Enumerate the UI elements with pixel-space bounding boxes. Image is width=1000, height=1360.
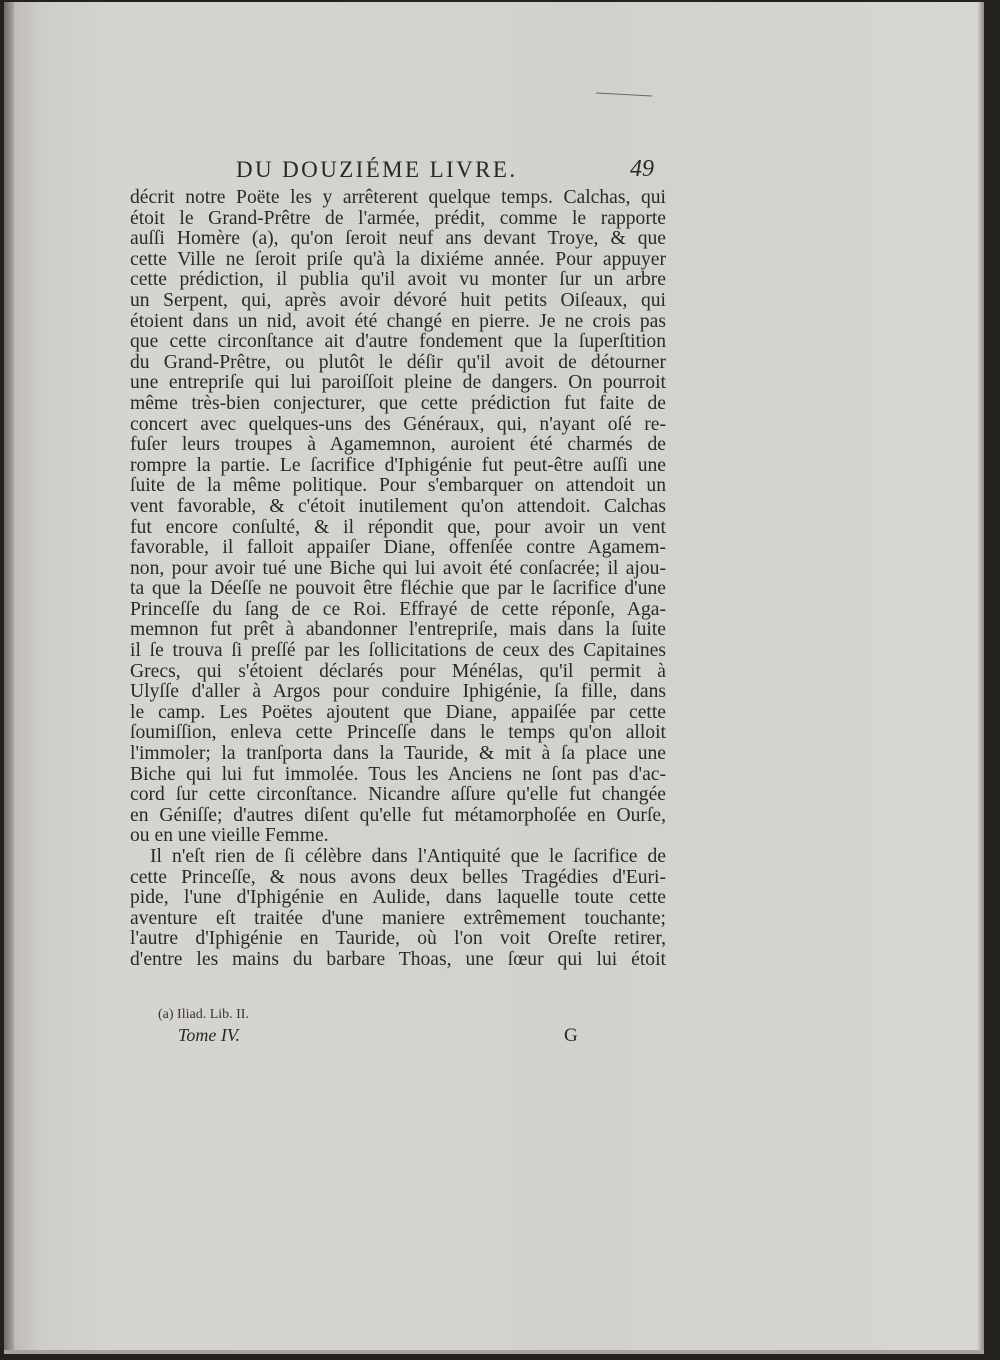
page-number: 49 <box>630 156 654 182</box>
page-header <box>228 157 668 191</box>
text-line: étoient dans un nid, avoit été changé en pierre. Je ne crois pas <box>130 311 666 332</box>
pen-mark <box>596 93 652 105</box>
text-line: cette prédiction, il publia qu'il avoit vu monter ſur un arbre <box>130 270 666 291</box>
text-line: fuſer leurs troupes à Agamemnon, auroient été charmés de <box>130 435 666 456</box>
text-line: pide, l'une d'Iphigénie en Aulide, dans laquelle toute cette <box>130 888 666 909</box>
text-line: ſoumiſſion, enleva cette Princeſſe dans le temps qu'on alloit <box>130 723 666 744</box>
text-line: il ſe trouva ſi preſſé par les ſollicitations de ceux des Capitaines <box>130 641 666 662</box>
signature-mark: G <box>564 1025 578 1046</box>
text-line: Princeſſe du ſang de ce Roi. Effrayé de cette réponſe, Aga- <box>130 599 666 620</box>
text-line: non, pour avoir tué une Biche qui lui avoit été conſacrée; il ajou- <box>130 558 666 579</box>
text-line: cette Ville ne ſeroit priſe qu'à la dixiéme année. Pour appuyer <box>130 249 666 270</box>
text-line: une entrepriſe qui lui paroiſſoit pleine de dangers. On pourroit <box>130 373 666 394</box>
text-line: favorable, il falloit appaiſer Diane, offenſée contre Agamem- <box>130 538 666 559</box>
text-line: cord ſur cette circonſtance. Nicandre aſſure qu'elle fut changée <box>130 785 666 806</box>
book-page <box>4 2 984 1354</box>
text-line: étoit le Grand-Prêtre de l'armée, prédit, comme le rapporte <box>130 208 666 229</box>
page-bottom-edge <box>4 1350 984 1354</box>
running-head: DU DOUZIÉME LIVRE. <box>236 157 518 182</box>
text-line: auſſi Homère (a), qu'on ſeroit neuf ans devant Troye, & que <box>130 229 666 250</box>
text-line: rompre la partie. Le ſacrifice d'Iphigénie fut peut-être auſſi une <box>130 455 666 476</box>
text-line: memnon fut prêt à abandonner l'entrepriſe, mais dans la ſuite <box>130 620 666 641</box>
text-line: du Grand-Prêtre, ou plutôt le déſir qu'il avoit de détourner <box>130 352 666 373</box>
footnote: (a) Iliad. Lib. II. <box>158 1007 249 1022</box>
text-line: concert avec quelques-uns des Généraux, qui, n'ayant oſé re- <box>130 414 666 435</box>
page-gutter-shadow <box>4 2 14 1354</box>
text-line: fut encore conſulté, & il répondit que, pour avoir un vent <box>130 517 666 538</box>
text-line: le camp. Les Poëtes ajoutent que Diane, appaiſée par cette <box>130 702 666 723</box>
text-line: en Géniſſe; d'autres diſent qu'elle fut métamorphoſée en Ourſe, <box>130 805 666 826</box>
text-line: que cette circonſtance ait d'autre fondement que la ſuperſtition <box>130 332 666 353</box>
text-line: vent favorable, & c'étoit inutilement qu'on attendoit. Calchas <box>130 496 666 517</box>
text-line: ou en une vieille Femme. <box>130 826 329 847</box>
page-right-edge <box>978 2 984 1354</box>
text-line: l'immoler; la tranſporta dans la Tauride, & mit à ſa place une <box>130 744 666 765</box>
text-line: ſuite de la même politique. Pour s'embarquer on attendoit un <box>130 476 666 497</box>
text-line: aventure eſt traitée d'une maniere extrêmement touchante; <box>130 908 666 929</box>
text-line: cette Princeſſe, & nous avons deux belles Tragédies d'Euri- <box>130 867 666 888</box>
text-line: Grecs, qui s'étoient déclarés pour Ménélas, qu'il permit à <box>130 661 666 682</box>
text-line: Ulyſſe d'aller à Argos pour conduire Iphigénie, ſa fille, dans <box>130 682 666 703</box>
text-line: l'autre d'Iphigénie en Tauride, où l'on voit Oreſte retirer, <box>130 929 666 950</box>
text-line: décrit notre Poëte les y arrêterent quelque temps. Calchas, qui <box>130 188 666 208</box>
volume-label: Tome IV. <box>178 1025 241 1045</box>
body-text <box>130 188 666 971</box>
text-line: ta que la Déeſſe ne pouvoit être fléchie que par le ſacrifice d'une <box>130 579 666 600</box>
text-line: même très-bien conjecturer, que cette prédiction fut faite de <box>130 393 666 414</box>
text-line: d'entre les mains du barbare Thoas, une ſœur qui lui étoit <box>130 949 666 970</box>
text-line: un Serpent, qui, après avoir dévoré huit petits Oiſeaux, qui <box>130 290 666 311</box>
text-line: Biche qui lui fut immolée. Tous les Anciens ne ſont pas d'ac- <box>130 764 666 785</box>
text-line: Il n'eſt rien de ſi célèbre dans l'Antiquité que le ſacrifice de <box>150 847 666 867</box>
